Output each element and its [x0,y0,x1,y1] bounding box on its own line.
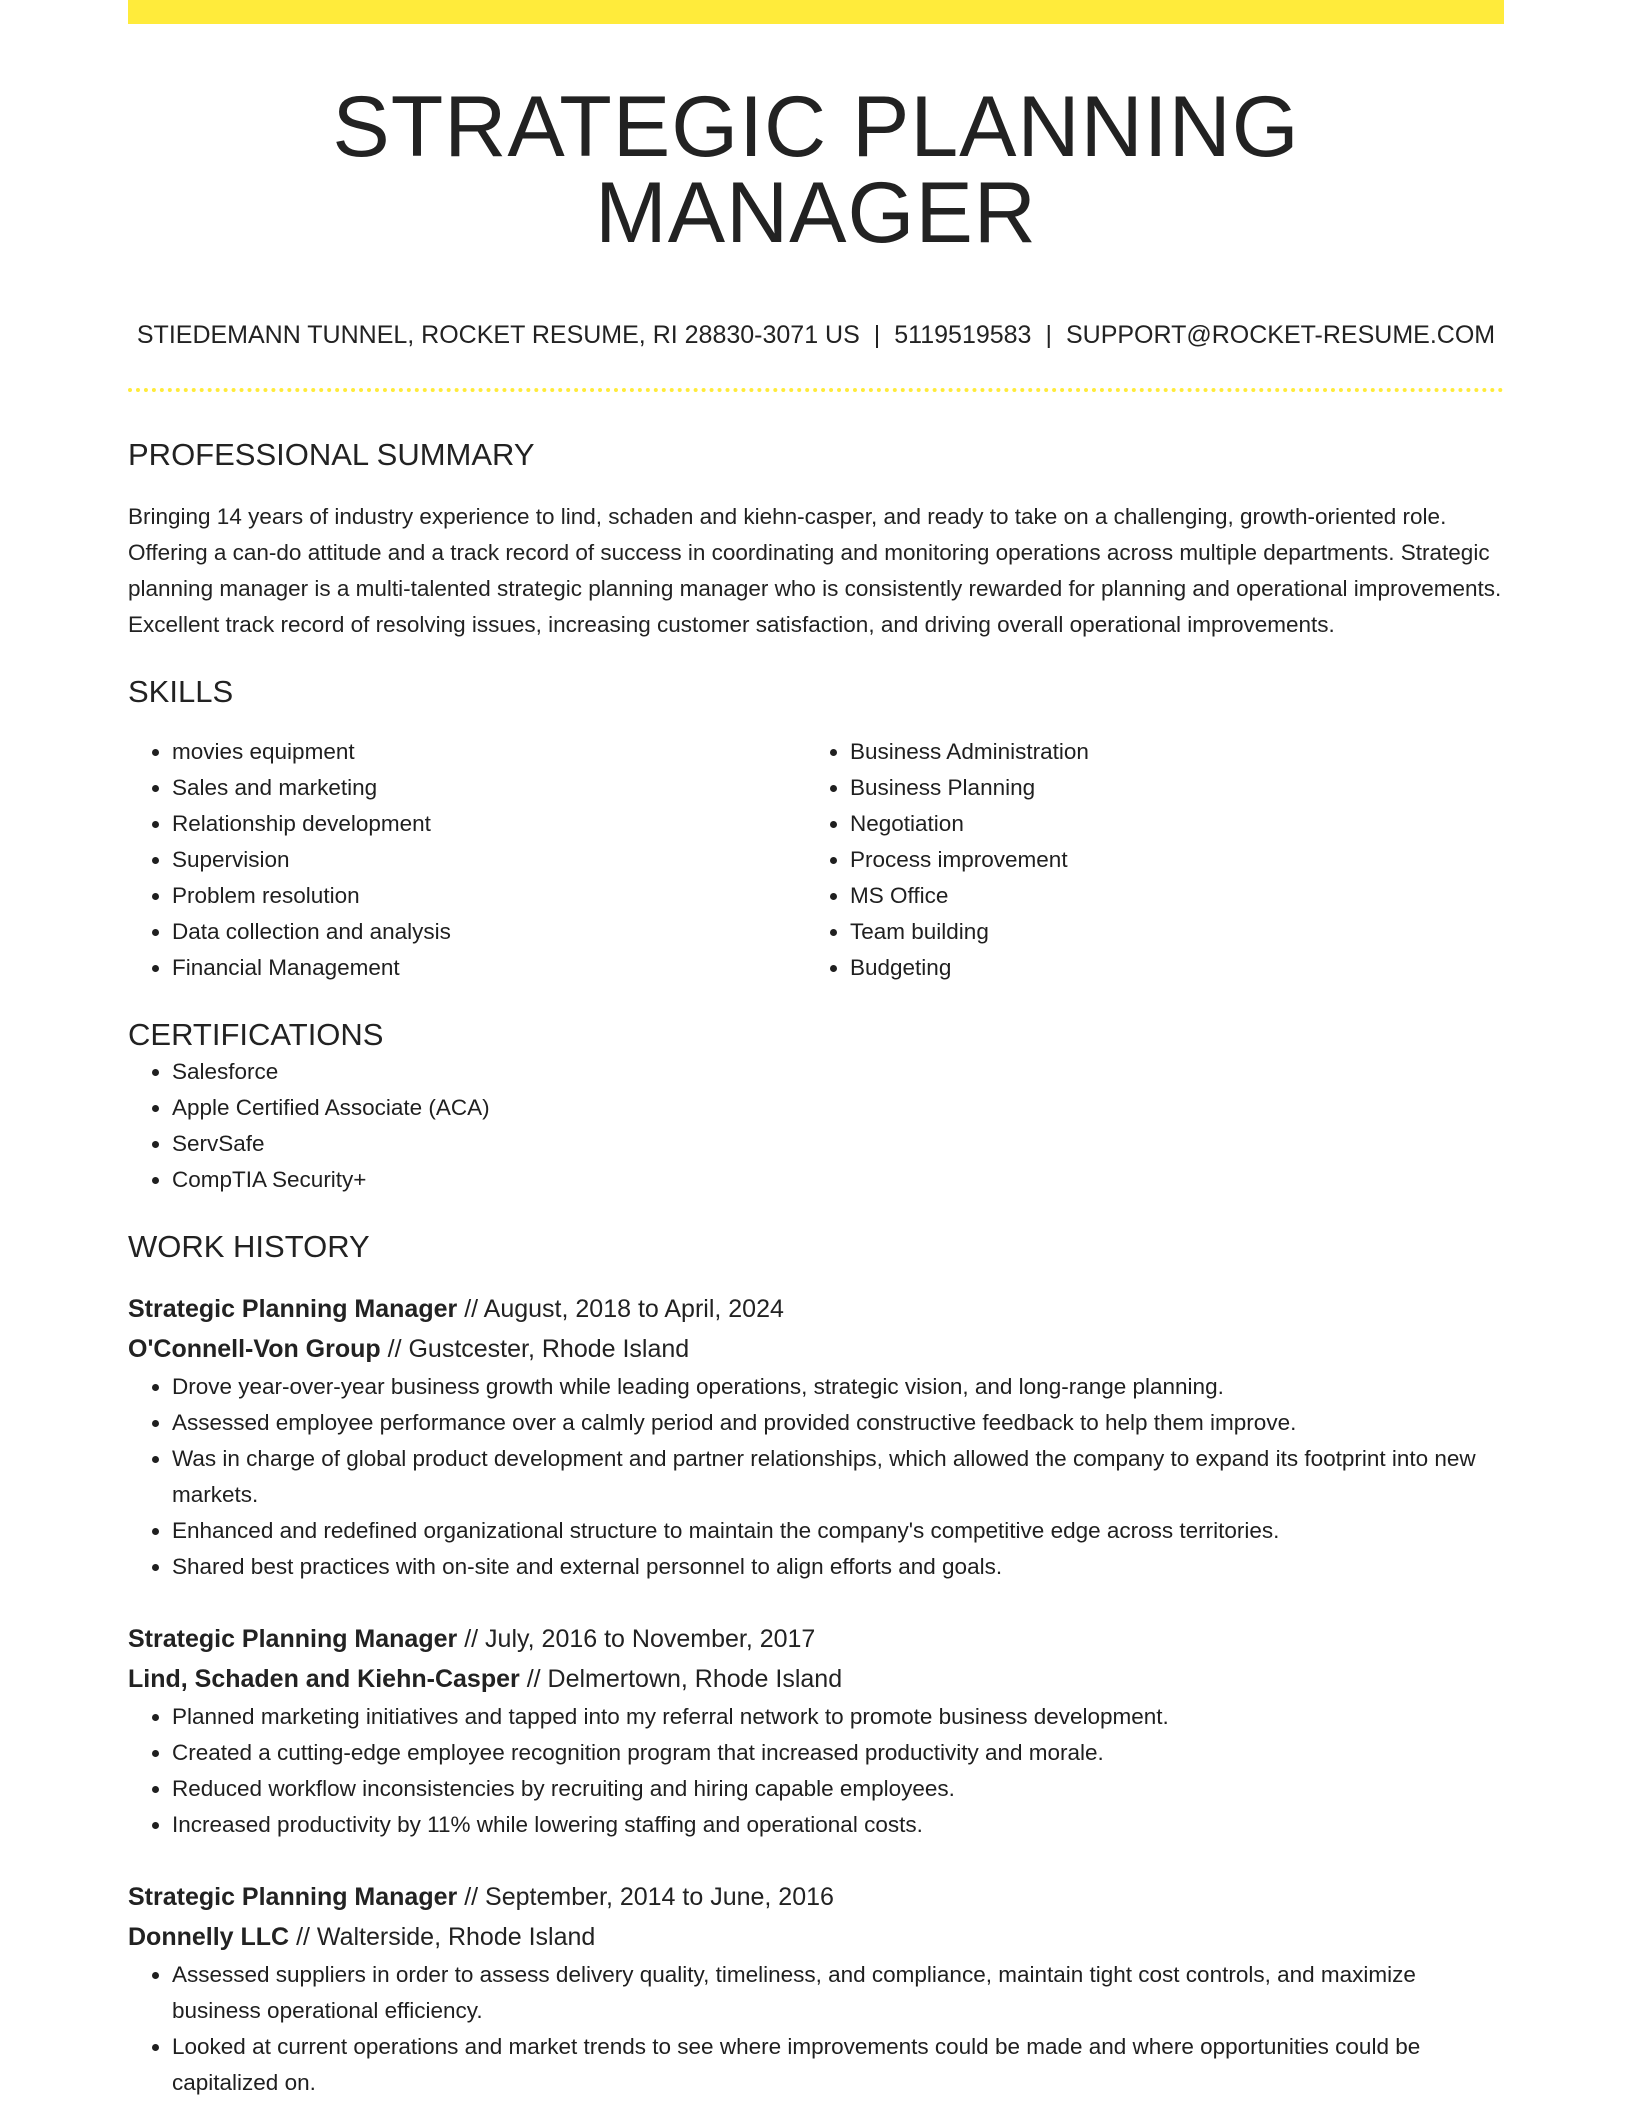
summary-text: Bringing 14 years of industry experience to lind, schaden and kiehn-casper, and ready to take on a challenging, growth-oriented role. Offering a can-do attitude and a track record of success in coordinating and monitoring operations across multiple departments. Strategic planning manager is a multi-talented strategic planning manager who is consistently rewarded for planning and operational improvements. Excellent track record of resolving issues, increasing customer satisfaction, and driving overall operational improvements. [128,504,1502,638]
job-bullet: • Created a cutting-edge employee recognition program that increased productivity and morale. [172,1735,1504,1771]
skills-heading: SKILLS [128,674,234,710]
job-bullet: • Reduced workflow inconsistencies by recruiting and hiring capable employees. [172,1771,1504,1807]
skill-item: • Supervision [172,842,806,878]
job-dates: // August, 2018 to April, 2024 [464,1294,784,1323]
job-bullet: • Was in charge of global product development and partner relationships, which allowed the company to expand its footprint into new markets. [172,1441,1504,1513]
job-title-line [128,1619,1504,1659]
skill-item: • Negotiation [850,806,1484,842]
skills-list-right [806,734,1484,986]
certification-item: • CompTIA Security+ [172,1162,1504,1198]
top-accent-bar [128,0,1504,24]
skill-item: • Team building [850,914,1484,950]
skill-item: • Business Planning [850,770,1484,806]
job-title-line [128,1289,1504,1329]
job-bullet: • Shared best practices with on-site and external personnel to align efforts and goals. [172,1549,1504,1585]
job-company: Donnelly LLC [128,1922,290,1951]
certifications-heading: CERTIFICATIONS [128,1017,384,1053]
contact-separator: | [1045,321,1052,349]
certification-item: • Apple Certified Associate (ACA) [172,1090,1504,1126]
work-history-heading: WORK HISTORY [128,1228,370,1264]
job-bullets [128,1699,1504,1843]
job-bullet: • Assessed employee performance over a calmly period and provided constructive feedback to help them improve. [172,1405,1504,1441]
job-bullet: • Enhanced and redefined organizational structure to maintain the company's competitive edge across territories. [172,1513,1504,1549]
skills-grid [128,734,1504,986]
contact-line [128,320,1504,350]
job-role: Strategic Planning Manager [128,1624,458,1653]
job-bullets [128,1369,1504,1585]
certification-item: • Salesforce [172,1054,1504,1090]
job-entry [128,1289,1504,1585]
job-entry [128,1877,1504,2101]
job-title-line [128,1877,1504,1917]
skill-item: • Budgeting [850,950,1484,986]
job-role: Strategic Planning Manager [128,1294,458,1323]
job-location: // Delmertown, Rhode Island [526,1664,843,1693]
skill-item: • movies equipment [172,734,806,770]
skills-list-left [128,734,806,986]
resume-title: STRATEGIC PLANNING MANAGER [332,79,1300,261]
job-bullet: • Assessed suppliers in order to assess delivery quality, timeliness, and compliance, maintain tight cost controls, and maximize business operational efficiency. [172,1957,1504,2029]
dotted-divider [128,388,1504,392]
job-bullet: • Planned marketing initiatives and tapped into my referral network to promote business development. [172,1699,1504,1735]
contact-email: SUPPORT@ROCKET-RESUME.COM [1065,321,1496,349]
job-dates: // July, 2016 to November, 2017 [464,1624,816,1653]
job-location: // Gustcester, Rhode Island [387,1334,690,1363]
job-location: // Walterside, Rhode Island [296,1922,596,1951]
contact-address: STIEDEMANN TUNNEL, ROCKET RESUME, RI 28830-3071 US [136,321,860,349]
skill-item: • Business Administration [850,734,1484,770]
skill-item: • Process improvement [850,842,1484,878]
job-bullet: • Increased productivity by 11% while lowering staffing and operational costs. [172,1807,1504,1843]
contact-separator: | [873,321,881,349]
job-entry [128,1619,1504,1843]
skill-item: • Financial Management [172,950,806,986]
skill-item: • Sales and marketing [172,770,806,806]
job-company: Lind, Schaden and Kiehn-Casper [128,1664,520,1693]
job-role: Strategic Planning Manager [128,1882,458,1911]
job-company-line [128,1329,1504,1369]
summary-heading: PROFESSIONAL SUMMARY [128,437,535,472]
job-bullets [128,1957,1504,2101]
skill-item: • MS Office [850,878,1484,914]
skill-item: • Problem resolution [172,878,806,914]
resume-page [128,0,1504,2101]
job-company-line [128,1659,1504,1699]
contact-phone: 5119519583 [894,321,1032,349]
certification-item: • ServSafe [172,1126,1504,1162]
job-company-line [128,1917,1504,1957]
certifications-list [128,1054,1504,1198]
job-company: O'Connell-Von Group [128,1334,381,1363]
skill-item: • Data collection and analysis [172,914,806,950]
job-bullet: • Drove year-over-year business growth while leading operations, strategic vision, and long-range planning. [172,1369,1504,1405]
skill-item: • Relationship development [172,806,806,842]
job-bullet: • Looked at current operations and market trends to see where improvements could be made and where opportunities could be capitalized on. [172,2029,1504,2101]
job-dates: // September, 2014 to June, 2016 [464,1882,834,1911]
